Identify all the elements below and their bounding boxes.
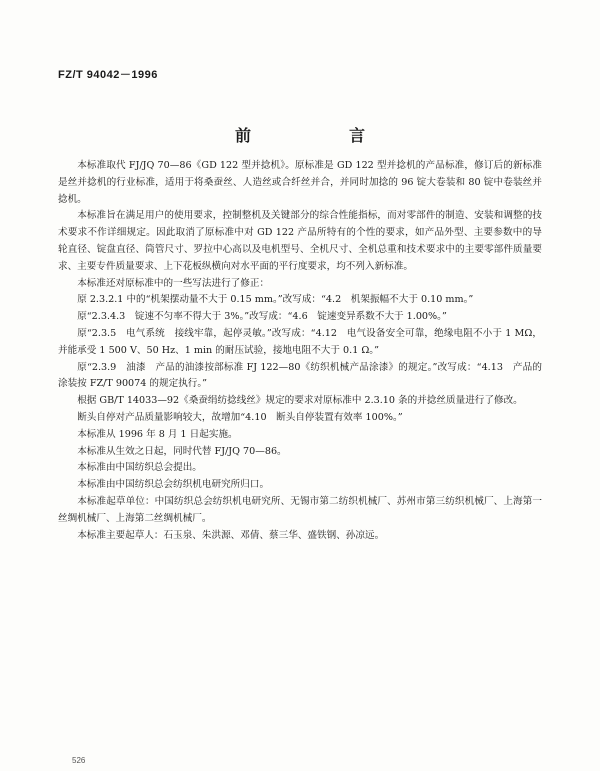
standard-code: FZ/T 94042－1996 (58, 69, 158, 81)
paragraph: 本标准主要起草人：石玉泉、朱洪源、邓倩、蔡三华、盛铁钢、孙凉远。 (77, 529, 385, 541)
paragraph: 原“2.3.4.3 锭速不匀率不得大于 3%。”改写成：“4.6 锭速变异系数不大于 1.00%。” (77, 311, 447, 323)
page-title: 前 言 (234, 126, 387, 145)
paragraph: 本标准从生效之日起，同时代替 FJ/JQ 70—86。 (77, 445, 287, 457)
paragraph: 本标准还对原标准中的一些写法进行了修正： (77, 277, 270, 289)
page-number: 526 (72, 756, 86, 765)
paragraph: 原“2.3.5 电气系统 接线牢靠，起停灵敏。”改写成：“4.12 电气设备安全可靠，绝缘电阻不小于 1 MΩ，并能承受 1 500 V、50 Hz、1 min 的耐压试验，接地电阻不大于 0.1 Ω。” (58, 327, 542, 356)
paragraph: 本标准由中国纺织总会提出。 (77, 462, 202, 474)
paragraph: 本标准取代 FJ/JQ 70—86《GD 122 型并捻机》。原标准是 GD 122 型并捻机的产品标准，修订后的新标准是丝并捻机的行业标准，适用于将桑蚕丝、人造丝或合纤丝并合，并同时加捻的 96 锭大卷装和 80 锭中卷装丝并捻机。 (58, 160, 542, 205)
paragraph: 原“2.3.9 油漆 产品的油漆按部标准 FJ 122—80《纺织机械产品涂漆》的规定。”改写成：“4.13 产品的涂装按 FZ/T 90074 的规定执行。” (58, 361, 542, 390)
paragraph: 本标准旨在满足用户的使用要求，控制整机及关键部分的综合性能指标，而对零部件的制造、安装和调整的技术要求不作详细规定。因此取消了原标准中对 GD 122 产品所特有的个性的要求，如产品外型、主要参数中的导轮直径、锭盘直径、筒管尺寸、罗拉中心高以及电机型号、全机尺寸、全机总重和技术要求中的主要零部件质量要求、主要专件质量要求、上下花板纵横向对水平面的平行度要求，均不列入新标准。 (58, 210, 542, 272)
paragraph: 断头自停对产品质量影响较大，故增加“4.10 断头自停装置有效率 100%。” (77, 411, 403, 423)
foreword-body (58, 158, 542, 544)
paragraph: 根据 GB/T 14033—92《桑蚕绢纺捻线丝》规定的要求对原标准中 2.3.10 条的并捻丝质量进行了修改。 (77, 395, 523, 407)
paragraph: 本标准由中国纺织总会纺织机电研究所归口。 (77, 479, 270, 491)
paragraph: 本标准起草单位：中国纺织总会纺织机电研究所、无锡市第二纺织机械厂、苏州市第三纺织机械厂、上海第一丝绸机械厂、上海第二丝绸机械厂。 (58, 495, 542, 524)
paragraph: 本标准从 1996 年 8 月 1 日起实施。 (77, 428, 238, 440)
paragraph: 原 2.3.2.1 中的“机架摆动量不大于 0.15 mm。”改写成：“4.2 机架振幅不大于 0.10 mm。” (77, 294, 474, 306)
